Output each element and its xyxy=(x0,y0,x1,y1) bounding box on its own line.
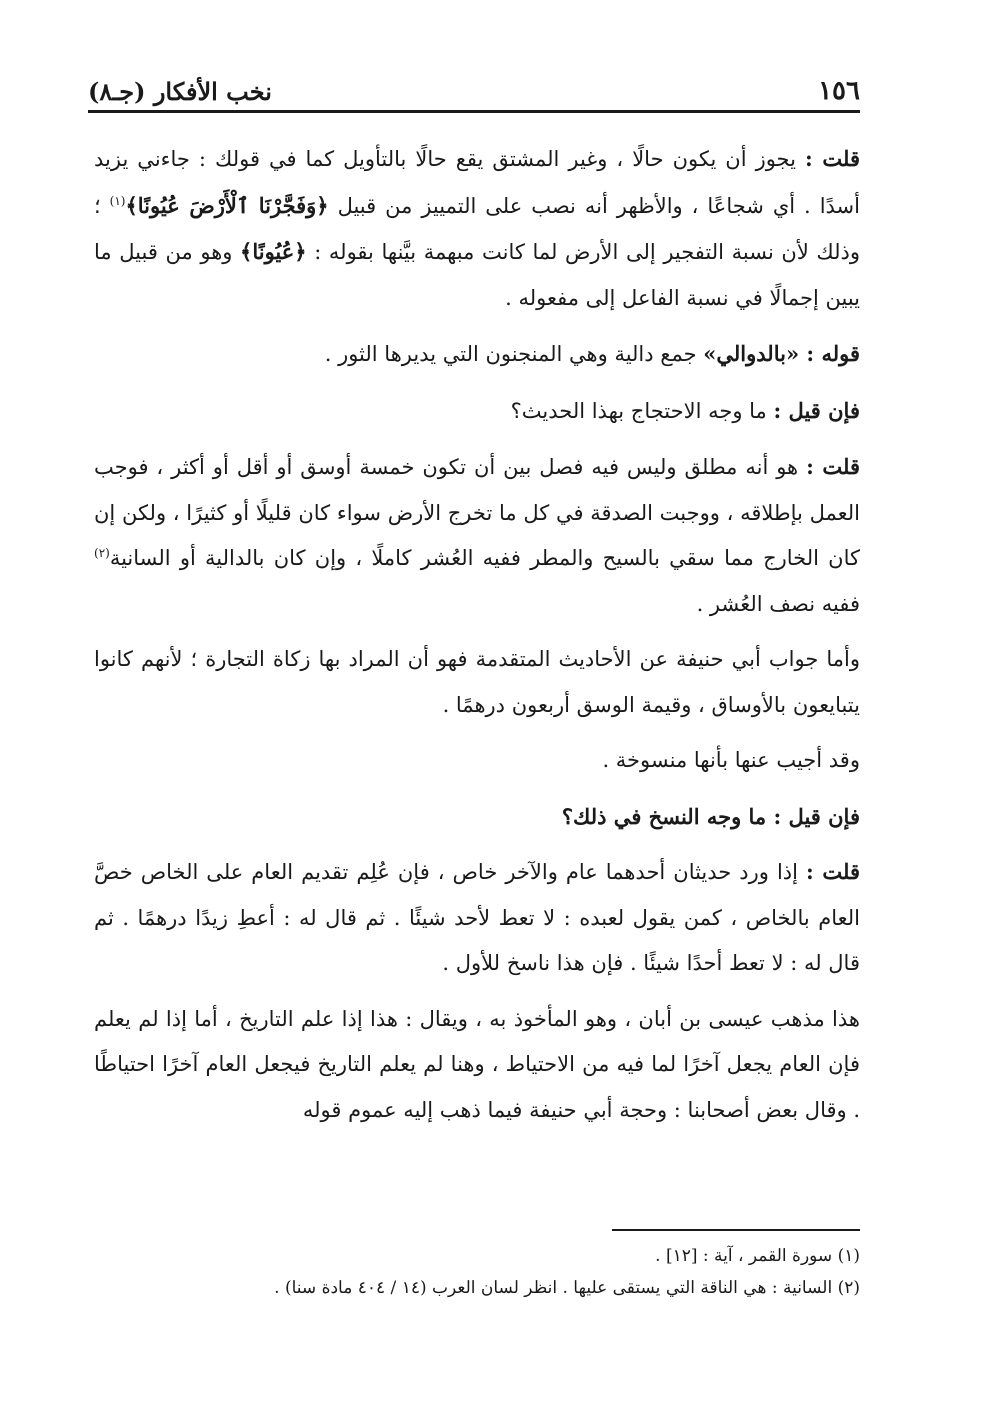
paragraph-text: وأما جواب أبي حنيفة عن الأحاديث المتقدمة فهو أن المراد بها زكاة التجارة ؛ لأنهم كانوا يتبايعون بالأوساق ، وقيمة الوسق أربعون درهمًا . xyxy=(94,647,860,717)
paragraph-text: إذا ورد حديثان أحدهما عام والآخر خاص ، فإن عُلِم تقديم العام على الخاص خصَّ العام بالخاص ، كمن يقول لعبده : لا تعط لأحد شيئًا . ثم قال له : أعطِ زيدًا درهمًا . ثم قال له : لا تعط أحدًا شيئًا . فإن هذا ناسخ للأول . xyxy=(94,860,860,975)
paragraph-3 xyxy=(94,388,860,435)
main-text xyxy=(94,136,860,1143)
paragraph-text: هذا مذهب عيسى بن أبان ، وهو المأخوذ به ، ويقال : هذا إذا علم التاريخ ، أما إذا لم يعلم فإن العام يجعل آخرًا لما فيه من الاحتياط ، وهنا لم يعلم التاريخ فيجعل العام آخرًا احتياطًا . وقال بعض أصحابنا : وحجة أبي حنيفة فيما ذهب إليه عموم قوله xyxy=(94,1006,860,1122)
footnote-ref-1[interactable]: (١) xyxy=(109,193,126,208)
page-number: ١٥٦ xyxy=(818,76,860,106)
paragraph-1 xyxy=(94,136,860,321)
header-rule xyxy=(88,110,860,113)
bold-question: فإن قيل : ما وجه النسخ في ذلك؟ xyxy=(561,803,860,829)
paragraph-text: يجوز أن يكون حالًا ، وغير المشتق يقع حالًا بالتأويل كما في قولك : جاءني يزيد أسدًا . أي شجاعًا ، والأظهر أنه نصب على التمييز من قبيل xyxy=(94,147,860,218)
footnote-1: (١) سورة القمر ، آية : [١٢] . xyxy=(655,1246,860,1266)
paragraph-lead: قلت : xyxy=(805,859,860,884)
paragraph-5 xyxy=(94,637,860,728)
paragraph-text: ؛ وذلك لأن نسبة التفجير إلى الأرض لما كانت مبهمة بيَّنها بقوله : xyxy=(94,193,861,264)
paragraph-text: ففيه نصف العُشر . xyxy=(696,591,860,616)
paragraph-7 xyxy=(94,794,860,840)
paragraph-6 xyxy=(94,738,860,784)
paragraph-2 xyxy=(94,331,860,378)
paragraph-8 xyxy=(94,849,860,987)
paragraph-text: جمع دالية وهي المنجنون التي يديرها الثور . xyxy=(324,342,704,366)
paragraph-9 xyxy=(94,997,860,1134)
paragraph-text: هو أنه مطلق وليس فيه فصل بين أن تكون خمسة أوسق أو أقل أو أكثر ، فوجب العمل بإطلاقه ، ووجبت الصدقة في كل ما تخرج الأرض سواء كان قليلًا أو كثيرًا ، ولكن إن كان الخارج مما سقي بالسيح والمطر ففيه العُشر كاملًا ، وإن كان بالدالية أو السانية xyxy=(94,455,860,570)
footnote-rule xyxy=(612,1229,860,1231)
paragraph-text: وقد أجيب عنها بأنها منسوخة . xyxy=(602,748,860,772)
quran-verse: ﴿وَفَجَّرْنَا ٱلْأَرْضَ عُيُونًا﴾ xyxy=(125,192,329,218)
page-header xyxy=(88,62,860,106)
footnotes xyxy=(94,1240,860,1304)
quran-verse: ﴿عُيُونًا﴾ xyxy=(240,239,307,264)
paragraph-text: وهو من قبيل ما يبين إجمالًا في نسبة الفاعل إلى مفعوله . xyxy=(94,240,860,310)
footnote-ref-2[interactable]: (٢) xyxy=(94,546,110,560)
footnote-2: (٢) السانية : هي الناقة التي يستقى عليها . انظر لسان العرب (١٤ / ٤٠٤ مادة سنا) . xyxy=(274,1278,860,1298)
paragraph-lead: فإن قيل : xyxy=(773,397,860,423)
paragraph-text: ما وجه الاحتجاج بهذا الحديث؟ xyxy=(510,398,774,423)
paragraph-lead: قلت : xyxy=(804,146,860,171)
paragraph-4 xyxy=(94,444,860,627)
paragraph-lead: قوله : «بالدوالي» xyxy=(703,341,860,366)
paragraph-lead: قلت : xyxy=(806,454,860,479)
running-title: نخب الأفكار (جـ٨) xyxy=(88,77,272,106)
